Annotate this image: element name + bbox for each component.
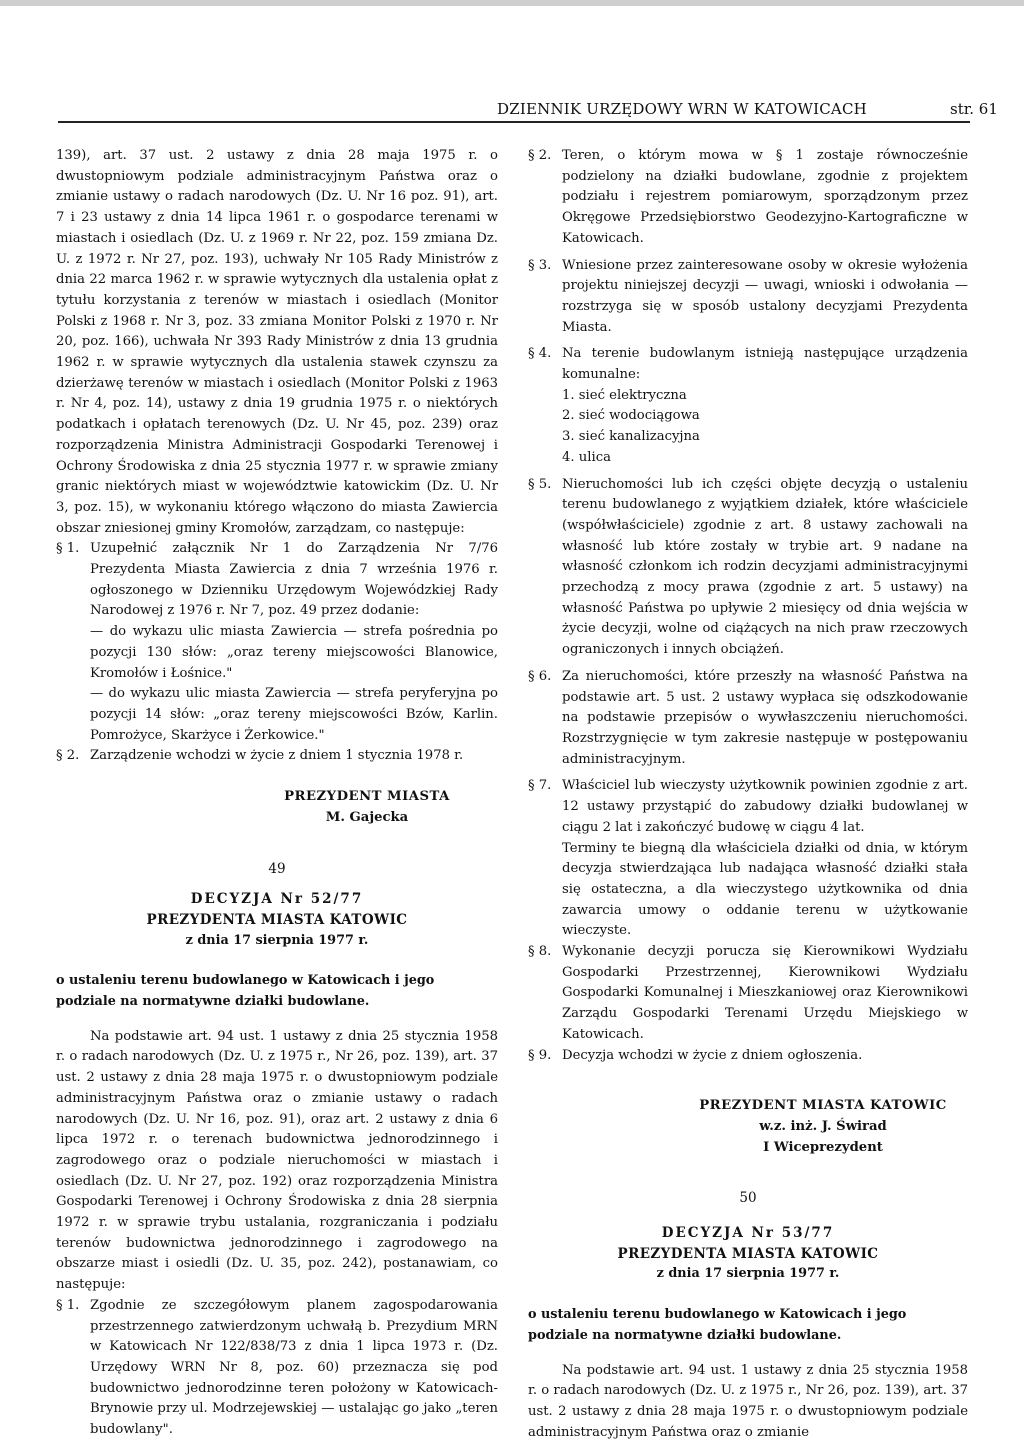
right-column: [528, 146, 968, 1443]
section-text: Na terenie budowlanym istnieją następujące urządzenia komunalne:: [562, 346, 968, 383]
section-text: Zgodnie ze szczegółowym planem zagospodarowania przestrzennego zatwierdzonym uchwałą b. Prezydium MRN w Katowicach Nr 122/838/73 z dnia 1 lipca 1973 r. (Dz. Urzędowy WRN Nr 8, poz. 60) przeznacza się pod budownictwo jednorodzinne teren położony w Katowicach-Brynowie przy ul. Modrzejewskiej — ustalając go jako „teren budowlany".: [90, 1297, 498, 1438]
decision-title: DECYZJA Nr 53/77: [661, 1225, 835, 1242]
decision-section-1: [56, 1296, 498, 1441]
decision-subject: o ustaleniu terenu budowlanego w Katowicach i jego podziale na normatywne działki budowlane.: [56, 973, 435, 1010]
section-1: [56, 539, 498, 622]
section-mark: § 4.: [528, 346, 552, 362]
section-mark: § 9.: [528, 1047, 552, 1063]
section-text: Nieruchomości lub ich części objęte decyzją o ustaleniu terenu budowlanego z wyjątkiem działek, które właściciele (współwłaściciele) zgodnie z art. 8 ustawy zachowali na własność lub które zostały w trybie art. 9 nadane na własność członkom ich rodzin decyzjami administracyjnymi przechodzą z mocy prawa (zgodnie z art. 5 ustawy) na własność Państwa po upływie 2 miesięcy od dnia wejścia w życie decyzji, wolne od ciążących na nich praw rzeczowych ograniczonych i innych obciążeń.: [562, 476, 968, 658]
dash-item-1: — do wykazu ulic miasta Zawiercia — strefa pośrednia po pozycji 130 słów: „oraz tereny miejscowości Blanowice, Kromołów i Łośnice.": [90, 624, 498, 681]
decision-section-4: [528, 344, 968, 385]
signature-title: PREZYDENT MIASTA: [284, 789, 450, 805]
decision-section-6: [528, 667, 968, 771]
list-item: 4. ulica: [562, 449, 611, 465]
scan-edge: [0, 0, 1024, 6]
signature-block: [56, 787, 498, 828]
decision-authority: PREZYDENTA MIASTA KATOWIC: [617, 1245, 879, 1262]
header-rule: [58, 121, 970, 123]
section-mark: § 2.: [528, 148, 552, 163]
section-text: Wniesione przez zainteresowane osoby w okresie wyłożenia projektu niniejszej decyzji — uwagi, wnioski i odwołania — rozstrzyga się w sposób ustalony decyzjami Prezydenta Miasta.: [562, 257, 968, 335]
section-mark: § 6.: [528, 668, 552, 684]
section-mark: § 7.: [528, 778, 552, 794]
decision-section-8: [528, 942, 968, 1046]
decision-preamble: Na podstawie art. 94 ust. 1 ustawy z dnia 25 stycznia 1958 r. o radach narodowych (Dz. U. z 1975 r., Nr 26, poz. 139), art. 37 ust. 2 ustawy z dnia 28 maja 1975 r. o dwustopniowym podziale administracyjnym Państwa oraz o zmianie ustawy o radach narodowych (Dz. U. Nr 16, poz. 91), oraz art. 2 ustawy z dnia 6 lipca 1972 r. o terenach budownictwa jednorodzinnego i zagrodowego oraz o podziale nieruchomości w miastach i osiedlach (Dz. U. Nr 27, poz. 192) oraz rozporządzenia Ministra Gospodarki Terenowej i Ochrony Środowiska z dnia 28 sierpnia 1972 r. w sprawie trybu ustalania, rozgraniczania i podziału terenów budownictwa jednorodzinnego i zagrodowego na obszarze miast i osiedli (Dz. U. 35, poz. 242), postanawiam, co następuje:: [56, 1028, 498, 1293]
list-item: 2. sieć wodociągowa: [562, 408, 700, 424]
section-text: Wykonanie decyzji porucza się Kierownikowi Wydziału Gospodarki Przestrzennej, Kierownikowi Wydziału Gospodarki Komunalnej i Mieszkaniowej oraz Kierownikowi Zarządu Gospodarki Terenami Urzędu Miejskiego w Katowicach.: [562, 944, 968, 1042]
decision-section-9: [528, 1046, 968, 1067]
section-mark: § 3.: [528, 257, 552, 273]
dash-item-2: — do wykazu ulic miasta Zawiercia — strefa peryferyjna po pozycji 14 słów: „oraz tereny miejscowości Bzów, Karlin. Pomrożyce, Skarżyce i Żerkowice.": [90, 686, 498, 743]
list-item: 1. sieć elektryczna: [562, 387, 687, 403]
list-item: 3. sieć kanalizacyjna: [562, 429, 700, 445]
decision-authority: PREZYDENTA MIASTA KATOWIC: [146, 911, 408, 928]
section-mark: § 8.: [528, 944, 552, 960]
section-text: Uzupełnić załącznik Nr 1 do Zarządzenia Nr 7/76 Prezydenta Miasta Zawiercia z dnia 7 września 1976 r. ogłoszonego w Dzienniku Urzędowym Wojewódzkiej Rady Narodowej z 1976 r. Nr 7, poz. 49 przez dodanie:: [90, 541, 498, 619]
decision-date: z dnia 17 sierpnia 1977 r.: [656, 1266, 840, 1282]
section-mark: § 1.: [56, 1297, 80, 1313]
section-text: Teren, o którym mowa w § 1 zostaje równocześnie podzielony na działki budowlane, zgodnie z projektem podziału i rejestrem pomiarowym, sporządzonym przez Okręgowe Przedsiębiorstwo Geodezyjno-Kartograficzne w Katowicach.: [562, 148, 968, 246]
section-text: Za nieruchomości, które przeszły na własność Państwa na podstawie art. 5 ust. 2 ustawy wypłaca się odszkodowanie na podstawie przepisów o wywłaszczeniu nieruchomości. Rozstrzygnięcie w tym zakresie następuje w postępowaniu administracyjnym.: [562, 668, 968, 767]
decision-subject: o ustaleniu terenu budowlanego w Katowicach i jego podziale na normatywne działki budowlane.: [528, 1307, 907, 1343]
decision-number: 49: [268, 860, 286, 877]
decision-section-5: [528, 475, 968, 661]
decision-number: 50: [739, 1190, 757, 1207]
decision-section-7: [528, 776, 968, 838]
decision-preamble: Na podstawie art. 94 ust. 1 ustawy z dnia 25 stycznia 1958 r. o radach narodowych (Dz. U. z 1975 r., Nr 26, poz. 139), art. 37 ust. 2 ustawy z dnia 28 maja 1975 r. o dwustopniowym podziale administracyjnym Państwa oraz o zmianie: [528, 1362, 968, 1440]
ordinance-preamble: 139), art. 37 ust. 2 ustawy z dnia 28 maja 1975 r. o dwustopniowym podziale administracyjnym Państwa oraz o zmianie ustawy o radach narodowych (Dz. U. Nr 16 poz. 91), art. 7 i 23 ustawy z dnia 14 lipca 1961 r. o gospodarce terenami w miastach i osiedlach (Dz. U. z 1969 r. Nr 22, poz. 159 zmiana Dz. U. z 1972 r. Nr 27, poz. 193), uchwały Nr 105 Rady Ministrów z dnia 22 marca 1962 r. w sprawie wytycznych dla ustalenia opłat z tytułu korzystania z terenów w miastach i osiedlach (Monitor Polski z 1968 r. Nr 3, poz. 33 zmiana Monitor Polski z 1970 r. Nr 20, poz. 166), uchwała Nr 393 Rady Ministrów z dnia 13 grudnia 1962 r. w sprawie wytycznych dla ustalenia stawek czynszu za dzierżawę terenów w miastach i osiedlach (Monitor Polski z 1963 r. Nr 4, poz. 14), ustawy z dnia 19 grudnia 1975 r. o niektórych podatkach i opłatach terenowych (Dz. U. Nr 45, poz. 239) oraz rozporządzenia Ministra Administracji Gospodarki Terenowej i Ochrony Środowiska z dnia 25 stycznia 1977 r. w sprawie zmiany granic niektórych miast w województwie katowickim (Dz. U. Nr 3, poz. 15), w wykonaniu którego włączono do miasta Zawiercia obszar zniesionej gminy Kromołów, zarządzam, co następuje:: [56, 148, 498, 536]
journal-title: DZIENNIK URZĘDOWY WRN W KATOWICACH: [497, 100, 867, 118]
decision-title: DECYZJA Nr 52/77: [190, 891, 364, 908]
decision-section-3: [528, 256, 968, 339]
signature-title: PREZYDENT MIASTA KATOWIC: [699, 1098, 947, 1114]
left-column: [56, 146, 498, 1441]
signature-name: M. Gajecka: [325, 809, 409, 825]
section-text: Decyzja wchodzi w życie z dniem ogłoszenia.: [562, 1047, 863, 1063]
decision-date: z dnia 17 sierpnia 1977 r.: [185, 932, 369, 948]
section-mark: § 1.: [56, 541, 80, 557]
section-2: [56, 746, 498, 767]
section-mark: § 2.: [56, 748, 80, 764]
section-text: Właściciel lub wieczysty użytkownik powinien zgodnie z art. 12 ustawy przystąpić do zabudowy działki budowlanej w ciągu 2 lat i zakończyć budowę w ciągu 4 lat.: [562, 778, 968, 835]
page-number: str. 61: [950, 100, 998, 118]
signature-name: w.z. inż. J. Świrad: [759, 1118, 887, 1134]
section-7-continuation: Terminy te biegną dla właściciela działki od dnia, w którym decyzja stwierdzająca lub nadająca własność działki stała się ostateczna, a dla wieczystego użytkownika od dnia zawarcia umowy o oddanie terenu w użytkowanie wieczyste.: [562, 840, 968, 939]
utilities-list: [528, 386, 968, 469]
signature-role: I Wiceprezydent: [763, 1139, 883, 1155]
decision-section-2: [528, 146, 968, 250]
signature-block: [528, 1096, 968, 1158]
section-text: Zarządzenie wchodzi w życie z dniem 1 stycznia 1978 r.: [90, 748, 464, 764]
section-mark: § 5.: [528, 476, 552, 492]
